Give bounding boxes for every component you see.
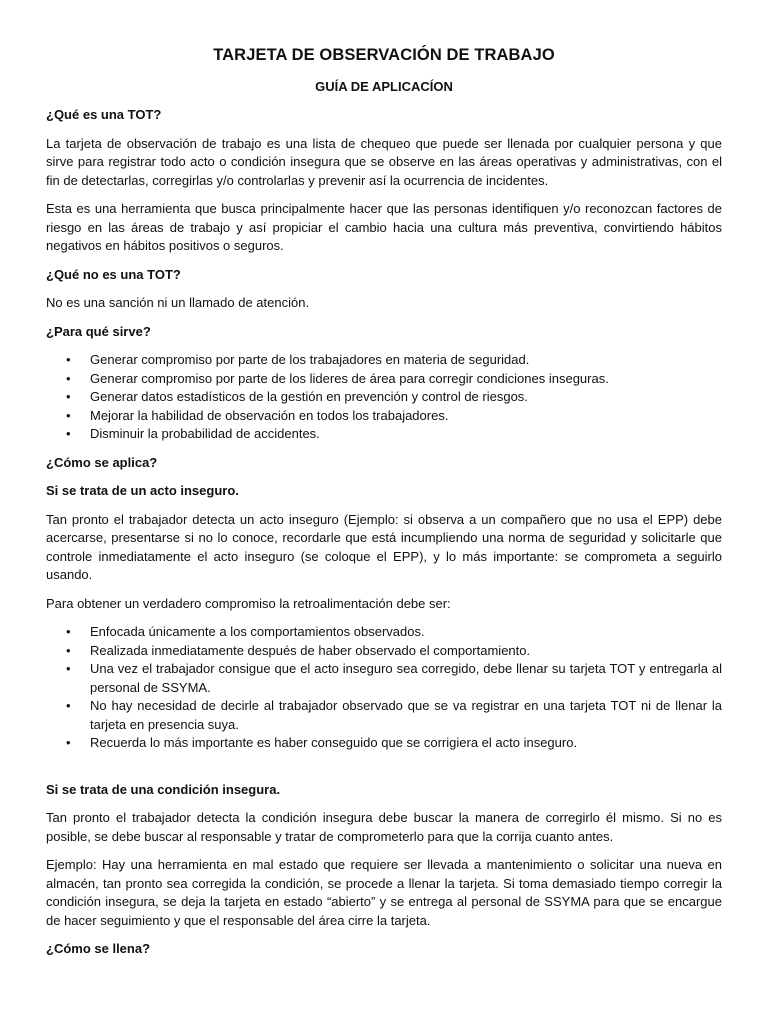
bullet-icon: • bbox=[66, 352, 71, 367]
bullet-icon: • bbox=[66, 426, 71, 441]
list-item-text: Enfocada únicamente a los comportamientos observados. bbox=[90, 624, 425, 639]
list-item-text: Disminuir la probabilidad de accidentes. bbox=[90, 426, 320, 441]
document-subtitle: GUÍA DE APLICACÍON bbox=[315, 79, 453, 94]
list-item-text: Generar compromiso por parte de los trabajadores en materia de seguridad. bbox=[90, 352, 530, 367]
bullet-icon: • bbox=[66, 407, 71, 423]
list-item bbox=[46, 351, 722, 370]
list-item bbox=[46, 425, 722, 444]
bullet-icon: • bbox=[66, 389, 71, 404]
section-heading-como-se-llena: ¿Cómo se llena? bbox=[46, 941, 151, 956]
bullet-icon: • bbox=[66, 624, 71, 639]
bullet-list-para-que-sirve bbox=[46, 351, 722, 444]
paragraph: Tan pronto el trabajador detecta un acto inseguro (Ejemplo: si observa a un compañero que no usa el EPP) debe acercarse, presentarse si no lo conoce, recordarle que está incumpliendo una norma de seguridad y solicitarle que controle inmediatamente el acto inseguro (se coloque el EPP), y lo más importante: se comprometa a seguirlo usando. bbox=[46, 511, 722, 582]
list-item-text: Mejorar la habilidad de observación en todos los trabajadores. bbox=[90, 407, 449, 423]
list-item-text: Recuerda lo más importante es haber conseguido que se corrigiera el acto inseguro. bbox=[90, 735, 578, 750]
bullet-icon: • bbox=[66, 642, 71, 658]
bullet-icon: • bbox=[66, 661, 71, 676]
paragraph: Para obtener un verdadero compromiso la retroalimentación debe ser: bbox=[46, 595, 451, 611]
list-item-text: Generar datos estadísticos de la gestión en prevención y control de riesgos. bbox=[90, 389, 528, 404]
list-item bbox=[46, 388, 722, 407]
section-heading-como-se-aplica: ¿Cómo se aplica? bbox=[46, 454, 158, 470]
bullet-list-retroalimentacion bbox=[46, 623, 722, 753]
paragraph: No es una sanción ni un llamado de atención. bbox=[46, 295, 310, 310]
section-heading-para-que-sirve: ¿Para qué sirve? bbox=[46, 323, 151, 339]
spacer bbox=[46, 763, 722, 781]
list-item bbox=[46, 697, 722, 734]
list-item-text: Realizada inmediatamente después de haber observado el comportamiento. bbox=[90, 642, 531, 658]
document-title: TARJETA DE OBSERVACIÓN DE TRABAJO bbox=[213, 46, 555, 64]
bullet-icon: • bbox=[66, 698, 71, 713]
list-item bbox=[46, 623, 722, 642]
list-item bbox=[46, 660, 722, 697]
section-heading-que-es: ¿Qué es una TOT? bbox=[46, 107, 162, 122]
list-item-text: No hay necesidad de decirle al trabajador observado que se va registrar en una tarjeta TOT ni de llenar la tarjeta en presencia suya. bbox=[90, 698, 722, 732]
list-item-text: Una vez el trabajador consigue que el acto inseguro sea corregido, debe llenar su tarjeta TOT y entregarla al personal de SSYMA. bbox=[90, 661, 722, 695]
list-item bbox=[46, 370, 722, 389]
section-heading-que-no-es: ¿Qué no es una TOT? bbox=[46, 266, 181, 282]
list-item-text: Generar compromiso por parte de los lideres de área para corregir condiciones inseguras. bbox=[90, 370, 609, 386]
list-item bbox=[46, 642, 722, 661]
subsection-heading-condicion-insegura: Si se trata de una condición insegura. bbox=[46, 781, 281, 797]
paragraph: Ejemplo: Hay una herramienta en mal estado que requiere ser llevada a mantenimiento o solicitar una nueva en almacén, tan pronto sea corregida la condición, se procede a llenar la tarjeta. Si toma demasiado tiempo corregir la condición insegura, se deja la tarjeta en estado “abierto” y se entrega al personal de SSYMA para que se encargue de hacer seguimiento y que el responsable del área cirre la tarjeta. bbox=[46, 857, 722, 928]
paragraph: Tan pronto el trabajador detecta la condición insegura debe buscar la manera de corregirlo él mismo. Si no es posible, se debe buscar al responsable y tratar de comprometerlo para que la corrija cuanto antes. bbox=[46, 810, 722, 844]
bullet-icon: • bbox=[66, 370, 71, 386]
paragraph: La tarjeta de observación de trabajo es una lista de chequeo que puede ser llenada por cualquier persona y que sirve para registrar todo acto o condición insegura que se observe en las áreas operativas y administrativas, con el fin de detectarlas, corregirlas y/o controlarlas y prevenir así la ocurrencia de incidentes. bbox=[46, 135, 722, 188]
bullet-icon: • bbox=[66, 735, 71, 750]
list-item bbox=[46, 734, 722, 753]
list-item bbox=[46, 407, 722, 426]
subsection-heading-acto-inseguro: Si se trata de un acto inseguro. bbox=[46, 483, 239, 498]
paragraph: Esta es una herramienta que busca principalmente hacer que las personas identifiquen y/o reconozcan factores de riesgo en las áreas de trabajo y así propiciar el cambio hacia una cultura más preventiva, convirtiendo hábitos negativos en hábitos positivos o seguros. bbox=[46, 201, 722, 253]
